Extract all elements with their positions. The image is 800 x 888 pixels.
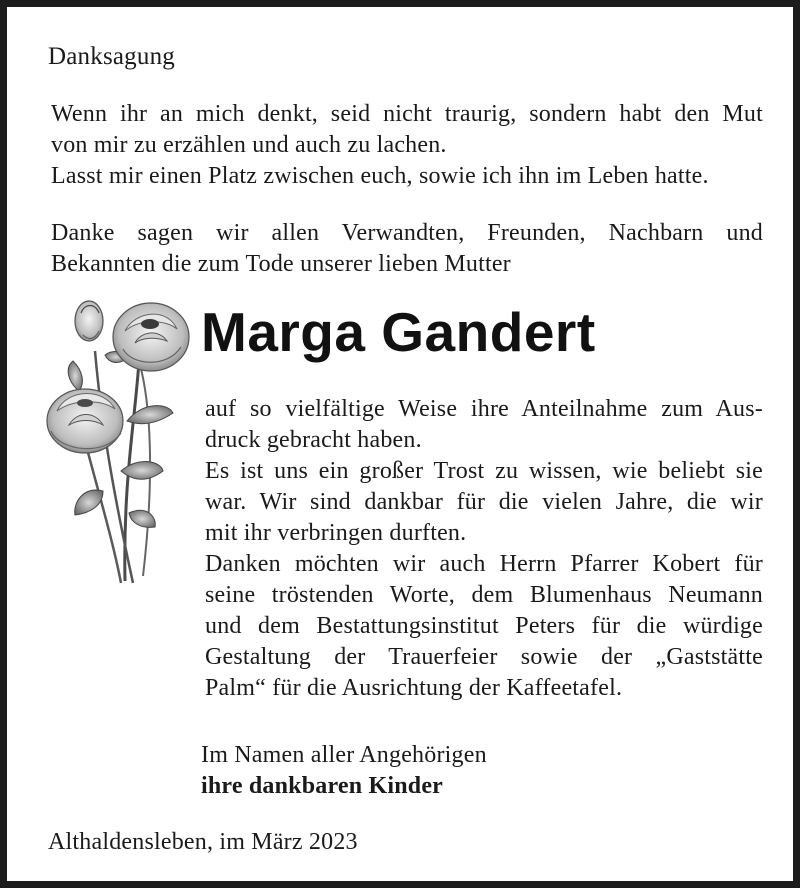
body-line: Gestaltung der Trauerfeier sowie der „Gaststätte xyxy=(205,644,763,670)
poem-line: Lasst mir einen Platz zwischen euch, sowie ich ihn im Leben hatte. xyxy=(51,163,709,189)
place-date: Althaldensleben, im März 2023 xyxy=(48,829,358,855)
body-line: druck gebracht haben. xyxy=(205,427,422,453)
body-line: mit ihr verbringen durften. xyxy=(205,520,467,546)
intro-block xyxy=(51,218,763,280)
poem-line: Wenn ihr an mich denkt, seid nicht traurig, sondern habt den Mut xyxy=(51,101,763,127)
deceased-name: Marga Gandert xyxy=(201,301,596,363)
body-line: Danken möchten wir auch Herrn Pfarrer Kobert für xyxy=(205,551,763,577)
signature: ihre dankbaren Kinder xyxy=(201,773,444,799)
poem-line: von mir zu erzählen und auch zu lachen. xyxy=(51,132,447,158)
body-line: auf so vielfältige Weise ihre Anteilnahme zum Aus- xyxy=(205,396,763,422)
intro-line: Danke sagen wir allen Verwandten, Freunden, Nachbarn und xyxy=(51,220,763,246)
body-line: Es ist uns ein großer Trost zu wissen, wie beliebt sie xyxy=(205,458,763,484)
body-line: Palm“ für die Ausrichtung der Kaffeetafel. xyxy=(205,675,623,701)
intro-line: Bekannten die zum Tode unserer lieben Mutter xyxy=(51,251,511,277)
roses-illustration xyxy=(43,291,203,591)
closing-text: Im Namen aller Angehörigen xyxy=(201,742,487,768)
body-line: und dem Bestattungsinstitut Peters für die würdige xyxy=(205,613,763,639)
body-line: seine tröstenden Worte, dem Blumenhaus Neumann xyxy=(205,582,763,608)
body-block xyxy=(205,394,763,704)
body-line: war. Wir sind dankbar für die vielen Jahre, die wir xyxy=(205,489,763,515)
poem-block xyxy=(51,99,763,192)
notice-heading: Danksagung xyxy=(48,43,175,70)
